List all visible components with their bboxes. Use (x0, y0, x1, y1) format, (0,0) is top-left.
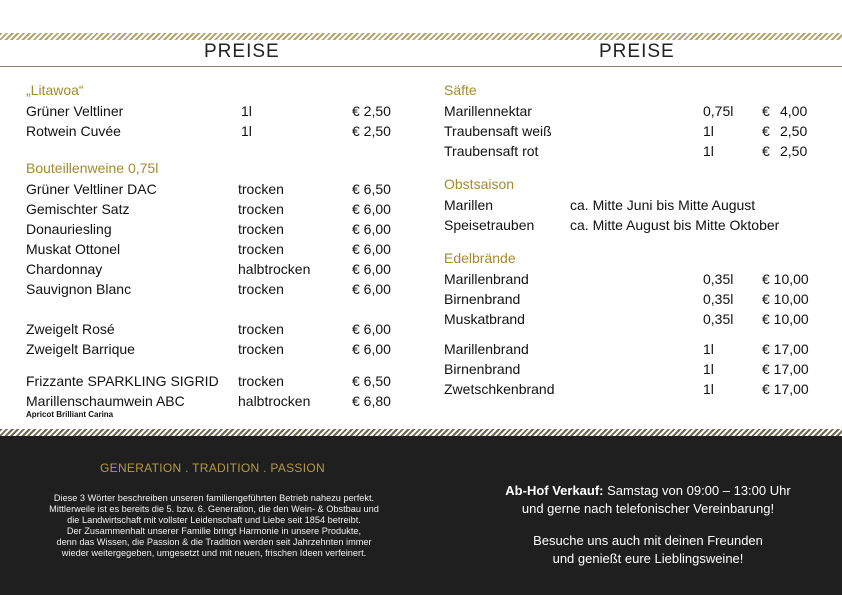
visit-line1: Besuche uns auch mit deinen Freunden (533, 533, 763, 548)
heading-underline (0, 66, 842, 67)
item-price: € 17,00 (762, 341, 809, 357)
visit-info (462, 532, 834, 568)
item-price: € 6,00 (352, 201, 391, 217)
item-price: € 6,50 (352, 373, 391, 389)
item-price: € 6,00 (352, 281, 391, 297)
item-style: trocken (238, 321, 284, 337)
item-style: trocken (238, 201, 284, 217)
item-price: € 6,80 (352, 393, 391, 409)
heading-right: PREISE (599, 41, 675, 62)
item-name: Frizzante SPARKLING SIGRID (26, 373, 219, 389)
item-price: € 6,50 (352, 181, 391, 197)
item-currency: € (762, 103, 770, 119)
footer-title: GENERATION . TRADITION . PASSION (100, 461, 325, 475)
section-bouteillen-title: Bouteillenweine 0,75l (26, 160, 159, 176)
item-name: Zweigelt Rosé (26, 321, 115, 337)
top-stripe-divider (0, 33, 842, 40)
item-price: € 2,50 (352, 103, 391, 119)
item-price: € 2,50 (352, 123, 391, 139)
item-name: Chardonnay (26, 261, 103, 277)
item-price: € 10,00 (762, 311, 809, 327)
item-style: halbtrocken (238, 393, 311, 409)
item-currency: € (762, 123, 770, 139)
item-name: Traubensaft weiß (444, 123, 552, 139)
footer-line: wieder weitergegeben, umgesetzt und mit neuen, frischen Ideen verfeinert. (61, 548, 367, 558)
item-price: € 6,00 (352, 241, 391, 257)
item-style: halbtrocken (238, 261, 311, 277)
item-name: Marillenschaumwein ABC (26, 393, 185, 409)
item-size: 1l (241, 123, 252, 139)
item-season: ca. Mitte Juni bis Mitte August (570, 197, 756, 213)
item-name: Marillen (444, 197, 494, 213)
footer-line: denn das Wissen, die Passion & die Tradition werden seit Jahrzehnten immer (56, 537, 372, 547)
item-price: € 6,00 (352, 341, 391, 357)
item-name: Sauvignon Blanc (26, 281, 132, 297)
item-name: Traubensaft rot (444, 143, 539, 159)
item-name: Muskat Ottonel (26, 241, 121, 257)
item-size: 1l (703, 361, 714, 377)
item-price: € 10,00 (762, 271, 809, 287)
section-saefte-title: Säfte (444, 82, 477, 98)
abhof-line2: und gerne nach telefonischer Vereinbarung! (521, 501, 775, 516)
item-price: € 17,00 (762, 381, 809, 397)
footer-line: Mittlerweile ist es bereits die 5. bzw. 6. Generation, die den Wein- & Obstbau und (49, 504, 379, 514)
footer-line: die Landwirtschaft mit vollster Leidenschaft und Liebe seit 1854 betreibt. (67, 515, 361, 525)
item-size: 1l (703, 381, 714, 397)
section-edelbraende-title: Edelbrände (444, 250, 516, 266)
visit-line2: und genießt eure Lieblingsweine! (552, 551, 744, 566)
item-name: Grüner Veltliner (26, 103, 124, 119)
item-style: trocken (238, 241, 284, 257)
abhof-hours: Samstag von 09:00 – 13:00 Uhr (603, 483, 791, 498)
item-price: € 6,00 (352, 261, 391, 277)
item-style: trocken (238, 221, 284, 237)
item-name: Marillenbrand (444, 341, 529, 357)
item-name: Zweigelt Barrique (26, 341, 135, 357)
item-name: Marillennektar (444, 103, 532, 119)
item-style: trocken (238, 281, 284, 297)
footer-description (10, 493, 418, 559)
item-size: 1l (241, 103, 252, 119)
item-style: trocken (238, 341, 284, 357)
item-style: trocken (238, 181, 284, 197)
item-name: Birnenbrand (444, 361, 521, 377)
heading-left: PREISE (204, 41, 280, 62)
item-size: 0,35l (703, 291, 734, 307)
section-obstsaison-title: Obstsaison (444, 176, 515, 192)
item-price: 2,50 (780, 143, 808, 159)
item-name: Grüner Veltliner DAC (26, 181, 157, 197)
item-name: Marillenbrand (444, 271, 529, 287)
item-name: Zwetschkenbrand (444, 381, 555, 397)
item-price: 2,50 (780, 123, 808, 139)
item-name: Gemischter Satz (26, 201, 130, 217)
item-name: Donauriesling (26, 221, 112, 237)
item-note: Apricot Brilliant Carina (26, 410, 114, 419)
section-litawoa-title: „Litawoa“ (26, 82, 84, 98)
item-price: € 10,00 (762, 291, 809, 307)
item-size: 1l (703, 123, 714, 139)
abhof-label: Ab-Hof Verkauf: (505, 483, 604, 498)
item-size: 0,35l (703, 311, 734, 327)
item-currency: € (762, 143, 770, 159)
footer-line: Diese 3 Wörter beschreiben unseren familiengeführten Betrieb nahezu perfekt. (53, 493, 375, 503)
abhof-line (462, 482, 834, 500)
item-price: 4,00 (780, 103, 808, 119)
item-name: Speisetrauben (444, 217, 535, 233)
item-name: Birnenbrand (444, 291, 521, 307)
item-size: 1l (703, 143, 714, 159)
item-season: ca. Mitte August bis Mitte Oktober (570, 217, 780, 233)
footer-line: Der Zusammenhalt unserer Familie bringt Harmonie in unsere Produkte, (66, 526, 362, 536)
item-size: 1l (703, 341, 714, 357)
item-style: trocken (238, 373, 284, 389)
item-size: 0,35l (703, 271, 734, 287)
bottom-stripe-divider (0, 429, 842, 436)
item-price: € 17,00 (762, 361, 809, 377)
abhof-info (462, 482, 834, 518)
item-size: 0,75l (703, 103, 734, 119)
item-price: € 6,00 (352, 321, 391, 337)
item-name: Rotwein Cuvée (26, 123, 121, 139)
item-price: € 6,00 (352, 221, 391, 237)
item-name: Muskatbrand (444, 311, 525, 327)
